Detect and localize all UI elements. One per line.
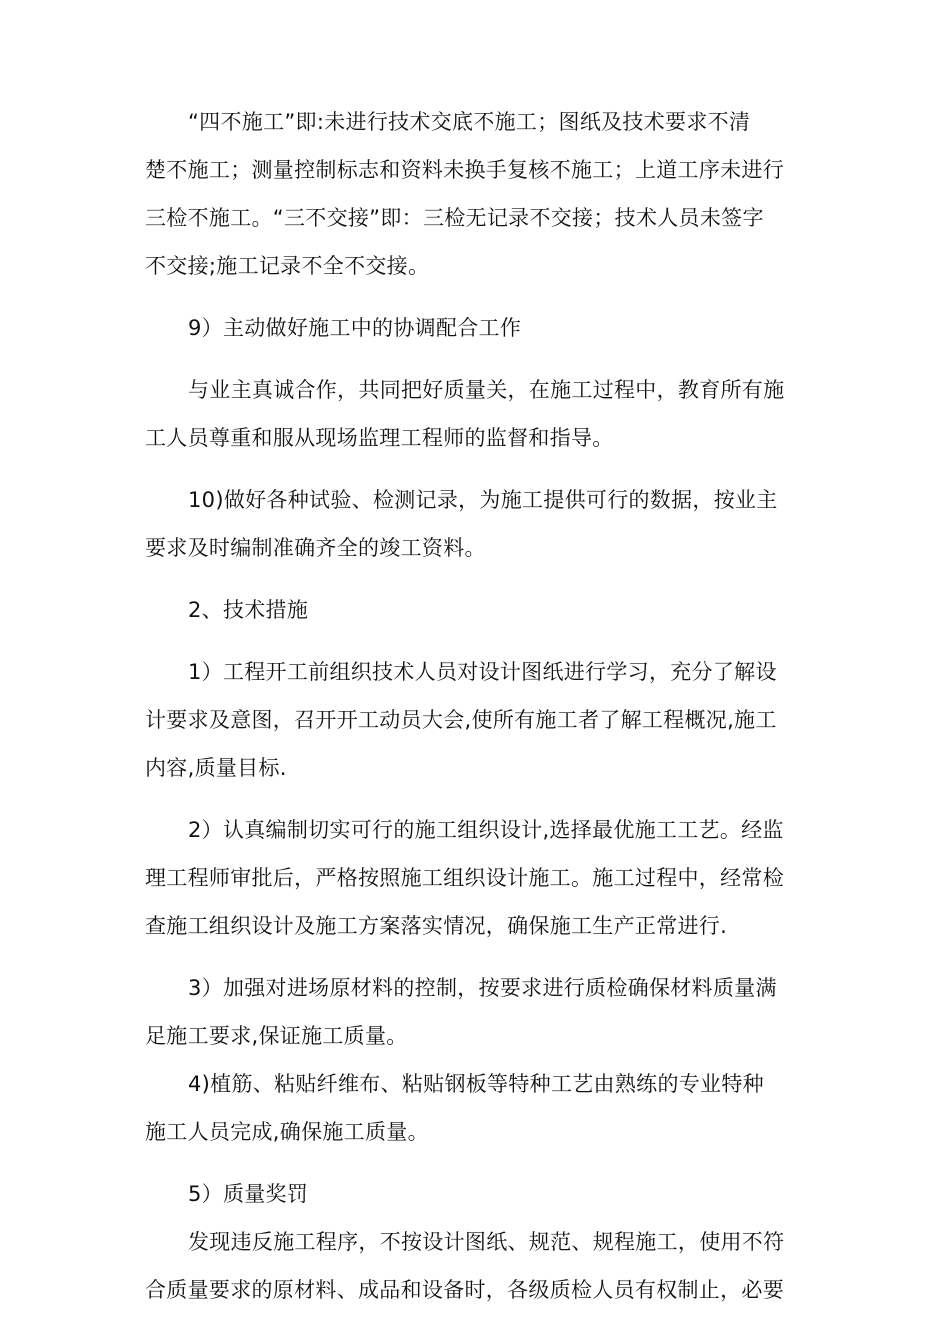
text-line: 10)做好各种试验、检测记录，为施工提供可行的数据，按业主 (188, 488, 778, 512)
text-line: 不交接;施工记录不全不交接。 (145, 254, 430, 278)
text-line: 2）认真编制切实可行的施工组织设计,选择最优施工工艺。经监 (188, 818, 784, 842)
paragraph-tech-3 (145, 964, 825, 1060)
text-line: 与业主真诚合作，共同把好质量关，在施工过程中，教育所有施 (188, 378, 785, 402)
paragraph-tech-1 (145, 648, 825, 792)
text-line: 4)植筋、粘贴纤维布、粘贴钢板等特种工艺由熟练的专业特种 (188, 1072, 764, 1096)
paragraph-item-10 (145, 476, 825, 572)
document-body (145, 98, 825, 1314)
text-line: 三检不施工。“三不交接”即：三检无记录不交接；技术人员未签字 (145, 206, 764, 230)
heading-tech-5 (145, 1170, 825, 1218)
text-line: 3）加强对进场原材料的控制，按要求进行质检确保材料质量满 (188, 976, 777, 1000)
paragraph-four-no-construction (145, 98, 825, 290)
text-line: 要求及时编制准确齐全的竣工资料。 (145, 536, 486, 560)
heading-item-9 (145, 304, 825, 352)
text-line: 2、技术措施 (188, 598, 309, 622)
heading-section-2 (145, 586, 825, 634)
text-line: 理工程师审批后，严格按照施工组织设计施工。施工过程中，经常检 (145, 866, 784, 890)
text-line: 发现违反施工程序，不按设计图纸、规范、规程施工，使用不符 (188, 1230, 785, 1254)
text-line: 1）工程开工前组织技术人员对设计图纸进行学习，充分了解设 (188, 660, 777, 684)
text-line: 施工人员完成,确保施工质量。 (145, 1120, 429, 1144)
text-line: 计要求及意图，召开开工动员大会,使所有施工者了解工程概况,施工 (145, 708, 777, 732)
paragraph-tech-5-body (145, 1218, 825, 1314)
text-line: 内容,质量目标. (145, 756, 287, 780)
paragraph-tech-2 (145, 806, 825, 950)
text-line: 5）质量奖罚 (188, 1182, 309, 1206)
text-line: 查施工组织设计及施工方案落实情况，确保施工生产正常进行. (145, 914, 728, 938)
text-line: 足施工要求,保证施工质量。 (145, 1024, 408, 1048)
text-line: 工人员尊重和服从现场监理工程师的监督和指导。 (145, 426, 614, 450)
text-line: 9）主动做好施工中的协调配合工作 (188, 316, 522, 340)
text-line: “四不施工”即:未进行技术交底不施工；图纸及技术要求不清 (188, 110, 751, 134)
text-line: 合质量要求的原材料、成品和设备时，各级质检人员有权制止，必要 (145, 1278, 784, 1302)
paragraph-tech-4 (145, 1060, 825, 1156)
paragraph-item-9-body (145, 366, 825, 462)
text-line: 楚不施工；测量控制标志和资料未换手复核不施工；上道工序未进行 (145, 158, 784, 182)
